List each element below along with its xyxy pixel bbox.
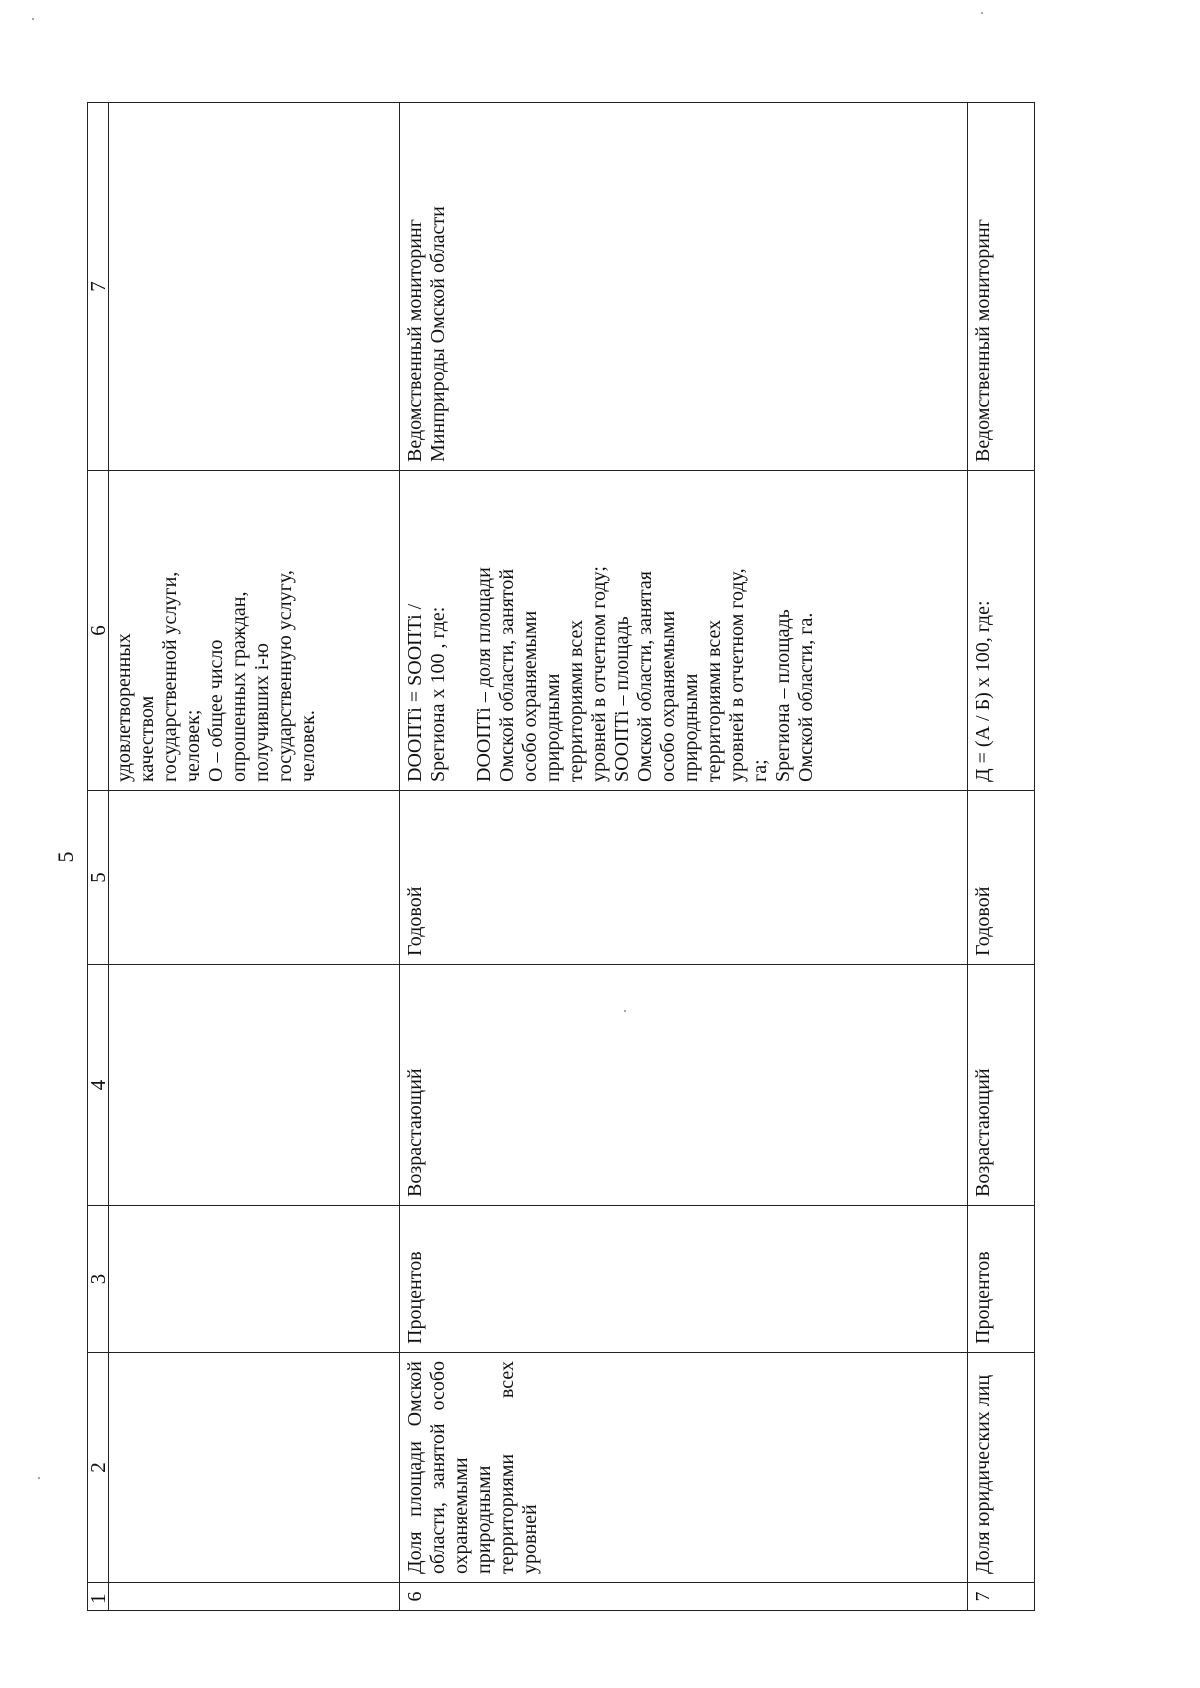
indicator-name: Доля юридических лиц [968,1353,1035,1583]
indicator-direction: Возрастающий [400,965,968,1206]
text-line: О – общее число [205,639,227,782]
text-line: DOOПTi – доля площади [473,567,495,782]
scan-speck [38,1477,40,1479]
text-line: природными [542,673,564,782]
text-line: удовлетворенных [113,633,135,782]
unit-of-measure: Процентов [968,1206,1035,1353]
calculation-method [968,471,1035,791]
text-line: Омской области, га. [795,612,817,782]
column-header-3: 3 [88,1206,109,1353]
text-line: получивших i-ю [251,643,273,782]
column-header-6: 6 [88,471,109,791]
cell-empty [109,965,400,1206]
indicator-direction: Возрастающий [968,965,1035,1206]
text-line: Омской области, занятой [496,568,518,782]
text-line: особо охраняемыми [657,610,679,782]
text-line: природными [680,673,702,782]
indicator-name: Доля площади Омской области, занятой особо охраняемыми природными территориями всех уровней [400,1353,968,1583]
data-source: Ведомственный мониторинг [968,103,1035,471]
page-number: 5 [53,851,78,863]
rotated-table-wrapper [87,103,1053,1611]
column-header-1: 1 [88,1583,109,1611]
text-line: государственную услугу, [274,570,296,782]
cell-empty [109,1206,400,1353]
periodicity: Годовой [968,791,1035,965]
table-row-6 [400,103,968,1611]
text-line: государственной услуги, [159,571,181,782]
unit-of-measure: Процентов [400,1206,968,1353]
scan-speck [32,18,34,20]
table-row-continuation [109,103,400,1611]
formula-line: DOOПTi = SOOПTi / [404,603,426,782]
text-line: человек; [182,709,204,782]
text-line: качеством [136,695,158,782]
calculation-method-continuation [109,471,400,791]
cell-empty [109,103,400,471]
data-source: Ведомственный мониторинг Минприроды Омской области [400,103,968,471]
text-line: Омской области, занятая [634,571,656,782]
column-header-2: 2 [88,1353,109,1583]
periodicity: Годовой [400,791,968,965]
text-line: уровней в отчетном году; [588,566,610,782]
indicators-table [87,102,1035,1611]
blank-line [450,479,473,782]
text-line: территориями всех [703,619,725,782]
header-row [88,103,109,1611]
cell-empty [109,791,400,965]
row-number: 6 [400,1583,968,1611]
formula-line: Sрегиона x 100 , где: [427,606,449,782]
text-line: территориями всех [565,619,587,782]
column-header-7: 7 [88,103,109,471]
cell-empty [109,1583,400,1611]
cell-empty [109,1353,400,1583]
text-line: SOOПTi – площадь [611,616,633,782]
scan-speck [981,12,983,14]
column-header-4: 4 [88,965,109,1206]
text-line: опрошенных граждан, [228,591,250,782]
text-line: га; [749,759,771,782]
text-line: уровней в отчетном году, [726,568,748,782]
formula-line: Д = (А / Б) x 100, где: [972,600,994,782]
row-number: 7 [968,1583,1035,1611]
text-line: человек. [297,710,319,782]
table-row-7 [968,103,1035,1611]
text-line: особо охраняемыми [519,610,541,782]
text-line: Sрегиона – площадь [772,609,794,782]
column-header-5: 5 [88,791,109,965]
calculation-method [400,471,968,791]
